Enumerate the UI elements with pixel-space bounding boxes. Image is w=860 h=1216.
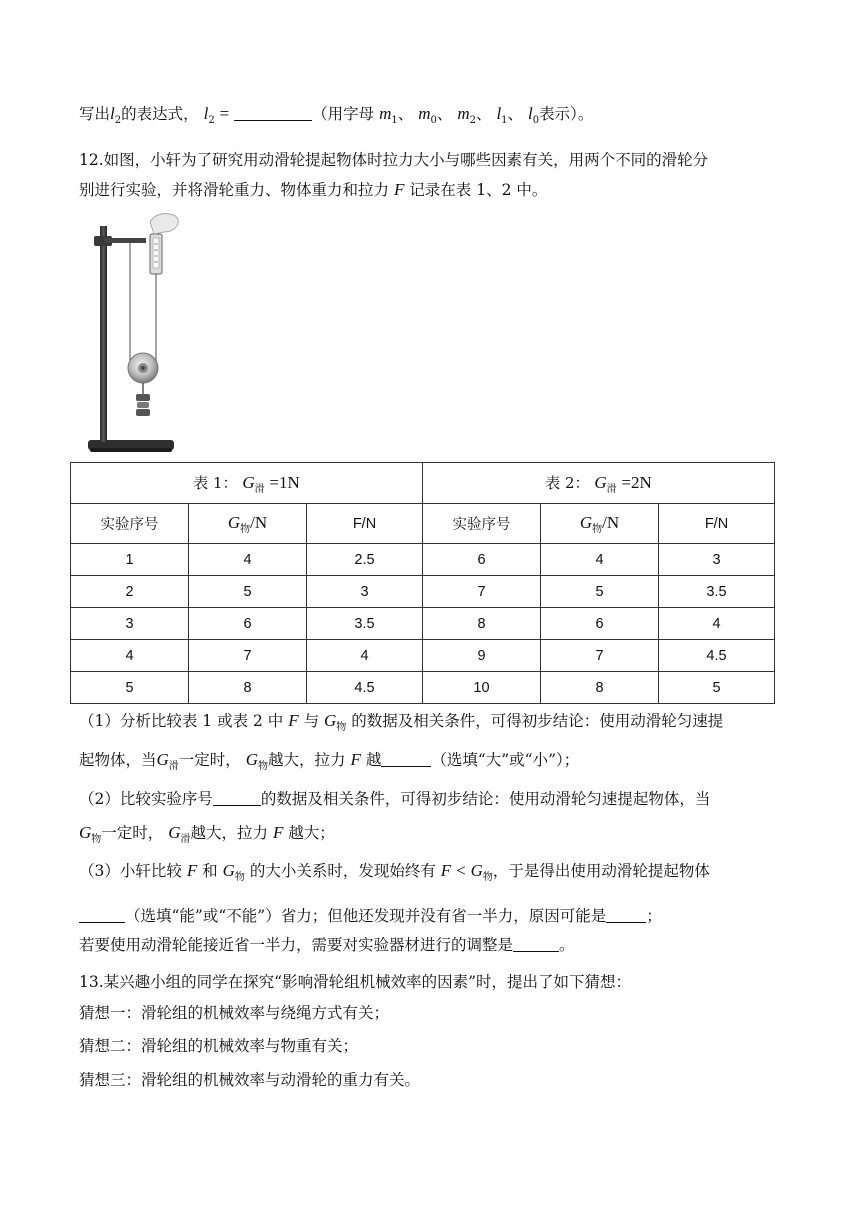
answer-blank-3c[interactable] <box>513 935 559 952</box>
table-cell: 3 <box>71 608 189 640</box>
table-cell: 6 <box>423 544 541 576</box>
header-f-2: F/N <box>659 504 775 544</box>
header-g-object-1: $G_物/N$ <box>189 504 307 544</box>
table-cell: 1 <box>71 544 189 576</box>
guess-3: 猜想三：滑轮组的机械效率与动滑轮的重力有关。 <box>79 1071 421 1089</box>
answer-blank-3a[interactable] <box>79 906 125 923</box>
table-cell: 5 <box>541 576 659 608</box>
table-row <box>71 672 775 704</box>
answer-blank-2[interactable] <box>213 789 261 806</box>
table-cell: 6 <box>189 608 307 640</box>
header-f-1: F/N <box>307 504 423 544</box>
part-2-line-2: $G_物$一定时， $G_滑$越大，拉力 F 越大； <box>79 823 335 845</box>
table-cell: 5 <box>71 672 189 704</box>
part-3-line-1: （3）小轩比较 F 和 $G_物$ 的大小关系时，发现始终有 $F < G_物$，于是得出使用动滑轮提起物体 <box>79 861 710 883</box>
table-row <box>71 608 775 640</box>
table-row <box>71 544 775 576</box>
answer-blank-1[interactable] <box>381 750 431 767</box>
question-12-line-2: 别进行实验，并将滑轮重力、物体重力和拉力 F 记录在表 1、2 中。 <box>79 180 548 199</box>
table-cell: 3 <box>307 576 423 608</box>
guess-1: 猜想一：滑轮组的机械效率与绕绳方式有关； <box>79 1004 390 1022</box>
table-cell: 5 <box>189 576 307 608</box>
table-cell: 7 <box>541 640 659 672</box>
question-12-line-1: 12.如图，小轩为了研究用动滑轮提起物体时拉力大小与哪些因素有关，用两个不同的滑轮分 <box>79 151 709 169</box>
table-cell: 4.5 <box>307 672 423 704</box>
table-cell: 7 <box>189 640 307 672</box>
part-3-line-2: （选填“能”或“不能”）省力；但他还发现并没有省一半力，原因可能是 ； <box>79 906 662 926</box>
table-1-caption: 表 1： $G_滑 =1N$ <box>71 463 423 504</box>
table-cell: 7 <box>423 576 541 608</box>
table-cell: 4 <box>659 608 775 640</box>
header-seq-2: 实验序号 <box>423 504 541 544</box>
table-cell: 5 <box>659 672 775 704</box>
header-g-object-2: $G_物/N$ <box>541 504 659 544</box>
part-1-line-1: （1）分析比较表 1 或表 2 中 F 与 $G_物$ 的数据及相关条件，可得初步结论：使用动滑轮匀速提 <box>79 711 724 733</box>
answer-blank-l2[interactable] <box>234 104 312 121</box>
table-cell: 6 <box>541 608 659 640</box>
table-cell: 4 <box>541 544 659 576</box>
table-cell: 8 <box>189 672 307 704</box>
table-row <box>71 640 775 672</box>
table-cell: 4.5 <box>659 640 775 672</box>
table-cell: 8 <box>541 672 659 704</box>
pulley-apparatus-figure <box>84 212 184 457</box>
table-cell: 2 <box>71 576 189 608</box>
part-2-line-1: （2）比较实验序号 的数据及相关条件，可得初步结论：使用动滑轮匀速提起物体，当 <box>79 790 711 808</box>
table-cell: 4 <box>71 640 189 672</box>
table-cell: 10 <box>423 672 541 704</box>
table-cell: 8 <box>423 608 541 640</box>
guess-2: 猜想二：滑轮组的机械效率与物重有关； <box>79 1037 359 1055</box>
header-seq-1: 实验序号 <box>71 504 189 544</box>
table-row <box>71 576 775 608</box>
table-2-caption: 表 2： $G_滑 =2N$ <box>423 463 775 504</box>
table-cell: 3 <box>659 544 775 576</box>
part-3-line-3: 若要使用动滑轮能接近省一半力，需要对实验器材进行的调整是 。 <box>79 936 575 954</box>
answer-blank-3b[interactable] <box>606 906 646 923</box>
table-cell: 3.5 <box>659 576 775 608</box>
table-cell: 9 <box>423 640 541 672</box>
part-1-line-2: 起物体，当$G_滑$一定时， $G_物$越大，拉力 F 越 （选填“大”或“小”）； <box>79 750 580 772</box>
expression-line: 写出$l_2$的表达式， $l_2$ = （用字母 $m_1$、 $m_0$、 $m_2$、 $l_1$、 $l_0$表示）。 <box>79 104 594 126</box>
table-cell: 4 <box>189 544 307 576</box>
table-cell: 4 <box>307 640 423 672</box>
table-cell: 3.5 <box>307 608 423 640</box>
table-cell: 2.5 <box>307 544 423 576</box>
pulley-data-table <box>70 462 775 704</box>
question-13: 13.某兴趣小组的同学在探究“影响滑轮组机械效率的因素”时，提出了如下猜想： <box>79 973 632 991</box>
